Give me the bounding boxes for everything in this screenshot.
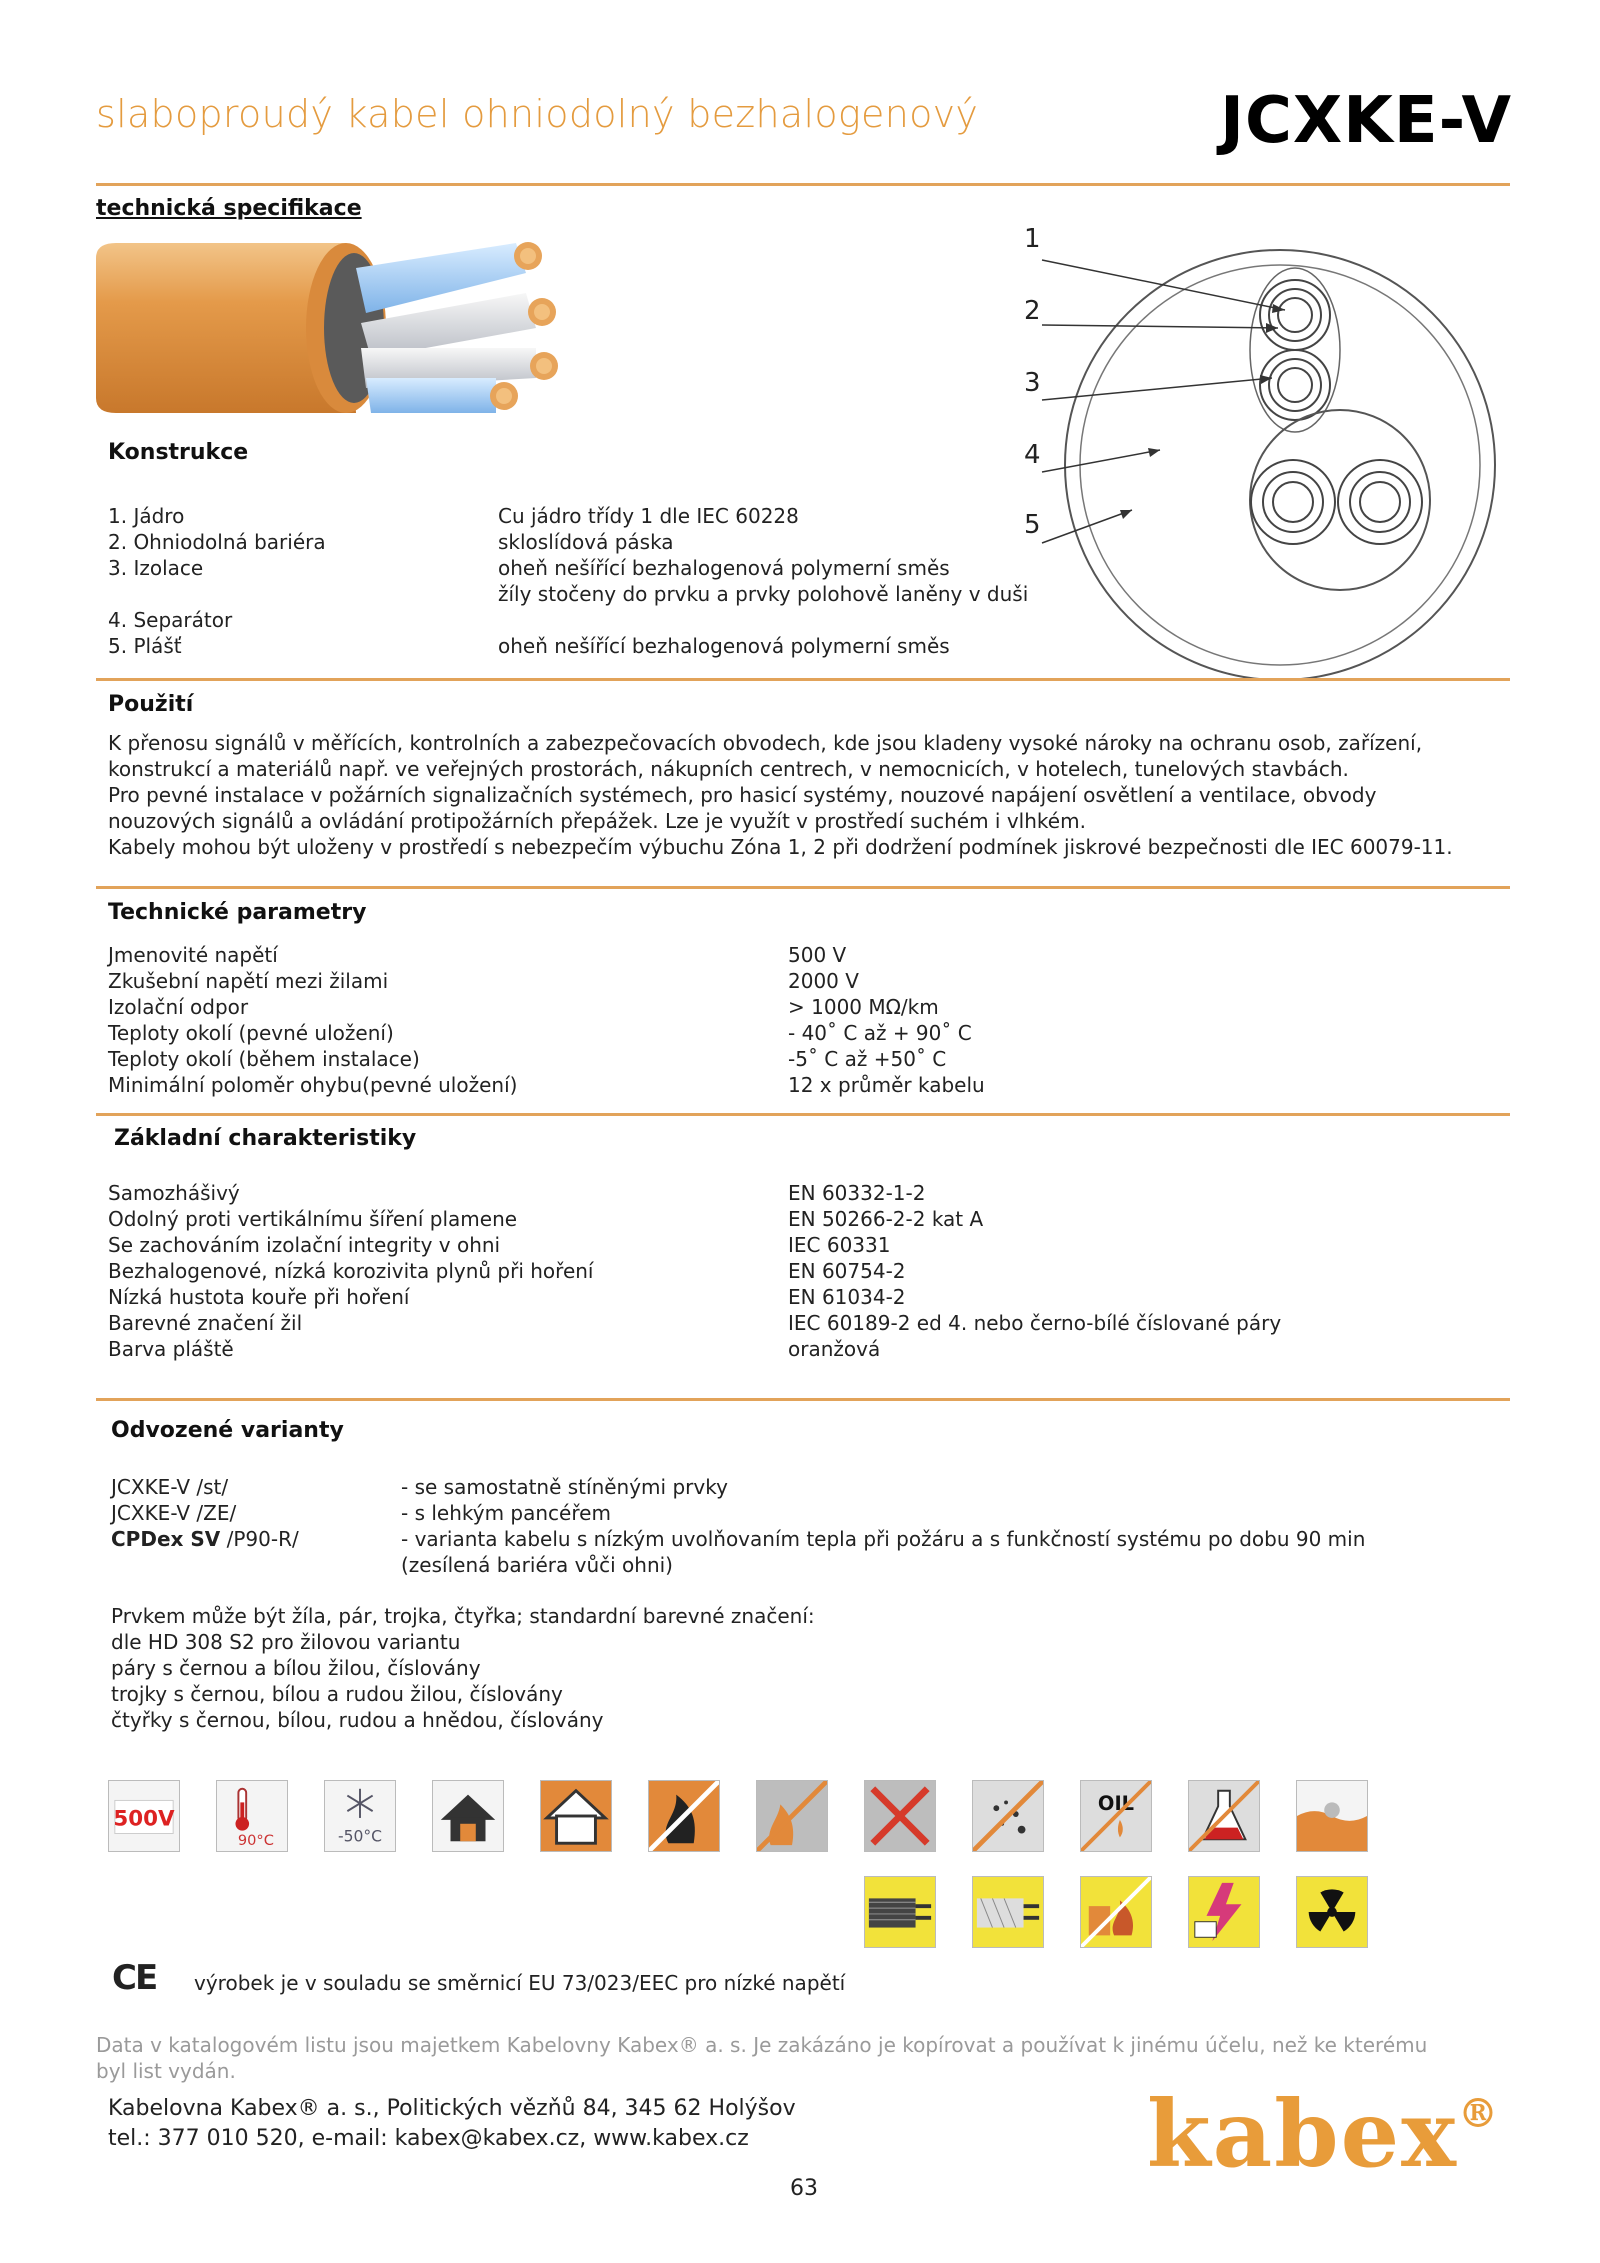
usage-line: Kabely mohou být uloženy v prostředí s nebezpečím výbuchu Zóna 1, 2 při dodržení podmínek jiskrové bezpečnosti dle IEC 60079-11. [108, 835, 1453, 859]
variant-note: čtyřky s černou, bílou, rudou a hnědou, číslovány [111, 1708, 604, 1732]
construction-name: 3. Izolace [108, 556, 204, 580]
kabex-logo: kabex® [1146, 2080, 1500, 2188]
usage-heading: Použití [108, 692, 194, 717]
char-name: Barevné značení žil [108, 1311, 303, 1335]
variant-note: dle HD 308 S2 pro žilovou variantu [111, 1630, 461, 1654]
disclaimer-line: Data v katalogovém listu jsou majetkem Kabelovny Kabex® a. s. Je zakázáno je kopírovat a používat k jinému účelu, než ke kterému [96, 2033, 1428, 2057]
disclaimer [96, 2032, 1516, 2084]
product-code: JCXKE-V [1220, 84, 1512, 158]
variant-name: JCXKE-V /ZE/ [111, 1501, 237, 1525]
char-value: EN 60754-2 [788, 1259, 906, 1283]
svg-text:90°C: 90°C [237, 1832, 274, 1850]
param-name: Izolační odpor [108, 995, 249, 1019]
variant-desc: - se samostatně stíněnými prvky [401, 1475, 728, 1499]
cable-illustration-icon [96, 228, 656, 438]
variants-heading: Odvozené varianty [111, 1418, 344, 1443]
low-temp-icon [324, 1780, 396, 1852]
divider [96, 886, 1510, 889]
char-name: Samozhášivý [108, 1181, 240, 1205]
cross-icon [864, 1780, 936, 1852]
param-value: 2000 V [788, 969, 859, 993]
indoor-house-icon [432, 1780, 504, 1852]
underground-icon [1296, 1780, 1368, 1852]
voltage-500v-icon [108, 1780, 180, 1852]
char-value: IEC 60331 [788, 1233, 891, 1257]
diagram-number-2: 2 [1024, 296, 1041, 326]
page-number: 63 [790, 2176, 818, 2201]
braided-screen-icon [864, 1876, 936, 1948]
sheath-circle [1065, 250, 1495, 680]
param-name: Teploty okolí (pevné uložení) [108, 1021, 394, 1045]
char-name: Odolný proti vertikálnímu šíření plamene [108, 1207, 518, 1231]
construction-value: oheň nešířící bezhalogenová polymerní směs [498, 634, 950, 658]
diagram-number-5: 5 [1024, 510, 1041, 540]
char-name: Nízká hustota kouře při hoření [108, 1285, 410, 1309]
variant-desc: - s lehkým pancéřem [401, 1501, 611, 1525]
char-value: oranžová [788, 1337, 881, 1361]
char-value: EN 60332-1-2 [788, 1181, 926, 1205]
flame-icon [648, 1780, 720, 1852]
variants-table [111, 1474, 1511, 1584]
char-name: Barva pláště [108, 1337, 234, 1361]
chemical-flask-icon [1188, 1780, 1260, 1852]
char-name: Bezhalogenové, nízká korozivita plynů při hoření [108, 1259, 594, 1283]
variant-note: páry s černou a bílou žilou, číslovány [111, 1656, 481, 1680]
param-value: > 1000 MΩ/km [788, 995, 939, 1019]
construction-value: žíly stočeny do prvku a prvky polohově laněny v duši [498, 582, 1029, 606]
variant-desc: - varianta kabelu s nízkým uvolňovaním tepla při požáru a s funkčností systému po dobu 90 min [401, 1527, 1366, 1551]
char-value: EN 50266-2-2 kat A [788, 1207, 984, 1231]
param-value: - 40˚ C až + 90˚ C [788, 1021, 972, 1045]
param-name: Teploty okolí (během instalace) [108, 1047, 420, 1071]
variant-note: trojky s černou, bílou a rudou žilou, číslovány [111, 1682, 563, 1706]
variant-desc: (zesílená bariéra vůči ohni) [401, 1553, 673, 1577]
param-value: 12 x průměr kabelu [788, 1073, 985, 1097]
params-table [108, 942, 1408, 1102]
usage-line: nouzových signálů a ovládání protipožárních přepážek. Lze je využít v prostředí suchém i vlhkém. [108, 809, 1086, 833]
usage-line: konstrukcí a materiálů např. ve veřejných prostorách, nákupních centrech, v nemocnicích, v hotelech, tunelových stavbách. [108, 757, 1349, 781]
flame-retardant-icon [1080, 1876, 1152, 1948]
outdoor-house-icon [540, 1780, 612, 1852]
ce-mark-icon: CE [112, 1958, 157, 1998]
divider [96, 1113, 1510, 1116]
diagram-number-3: 3 [1024, 368, 1041, 398]
characteristics-table [108, 1180, 1408, 1370]
divider [96, 678, 1510, 681]
construction-name: 4. Separátor [108, 608, 233, 632]
variants-notes [111, 1603, 1411, 1733]
param-value: 500 V [788, 943, 847, 967]
variant-note: Prvkem může být žíla, pár, trojka, čtyřka; standardní barevné značení: [111, 1604, 815, 1628]
svg-text:OIL: OIL [1097, 1792, 1135, 1816]
construction-value: oheň nešířící bezhalogenová polymerní směs [498, 556, 950, 580]
construction-table [108, 503, 1088, 663]
construction-name: 1. Jádro [108, 504, 185, 528]
usage-line: K přenosu signálů v měřících, kontrolních a zabezpečovacích obvodech, kde jsou kladeny vysoké nároky na ochranu osob, zařízení, [108, 731, 1423, 755]
construction-name: 2. Ohniodolná bariéra [108, 530, 326, 554]
char-value: IEC 60189-2 ed 4. nebo černo-bílé číslované páry [788, 1311, 1282, 1335]
address-block [108, 2094, 796, 2154]
svg-text:500V: 500V [113, 1806, 175, 1832]
construction-value: skloslídová páska [498, 530, 674, 554]
diagram-number-4: 4 [1024, 440, 1041, 470]
radiation-icon [1296, 1876, 1368, 1948]
variant-name: CPDex SV /P90-R/ [111, 1527, 299, 1551]
contact-line: tel.: 377 010 520, e-mail: kabex@kabex.cz, www.kabex.cz [108, 2126, 749, 2151]
char-value: EN 61034-2 [788, 1285, 906, 1309]
high-temp-icon [216, 1780, 288, 1852]
usage-text [108, 730, 1508, 860]
usage-line: Pro pevné instalace v požárních signalizačních systémech, pro hasicí systémy, nouzové napájení osvětlení a ventilace, obvody [108, 783, 1377, 807]
foil-screen-icon [972, 1876, 1044, 1948]
divider [96, 1398, 1510, 1401]
spec-heading: technická specifikace [96, 196, 362, 221]
param-name: Jmenovité napětí [108, 943, 278, 967]
page-subtitle: slaboproudý kabel ohniodolný bezhalogenový [96, 92, 979, 136]
address-line: Kabelovna Kabex® a. s., Politických vězňů 84, 345 62 Holýšov [108, 2096, 796, 2121]
no-explosion-icon [972, 1780, 1044, 1852]
no-fire-spread-icon [756, 1780, 828, 1852]
variant-name: JCXKE-V /st/ [111, 1475, 229, 1499]
lightning-icon [1188, 1876, 1260, 1948]
divider [96, 183, 1510, 186]
param-name: Zkušební napětí mezi žilami [108, 969, 389, 993]
construction-value: Cu jádro třídy 1 dle IEC 60228 [498, 504, 799, 528]
diagram-number-1: 1 [1024, 224, 1041, 254]
cable-photo [96, 228, 656, 438]
char-name: Se zachováním izolační integrity v ohni [108, 1233, 501, 1257]
characteristics-heading: Základní charakteristiky [114, 1126, 417, 1151]
param-value: -5˚ C až +50˚ C [788, 1047, 947, 1071]
disclaimer-line: byl list vydán. [96, 2059, 236, 2083]
separator-circle [1080, 265, 1480, 665]
ce-text: výrobek je v souladu se směrnicí EU 73/023/EEC pro nízké napětí [194, 1971, 846, 1995]
param-name: Minimální poloměr ohybu(pevné uložení) [108, 1073, 518, 1097]
params-heading: Technické parametry [108, 900, 367, 925]
svg-text:-50°C: -50°C [337, 1827, 383, 1846]
oil-resistant-icon [1080, 1780, 1152, 1852]
construction-heading: Konstrukce [108, 440, 249, 465]
construction-name: 5. Plášť [108, 634, 182, 658]
